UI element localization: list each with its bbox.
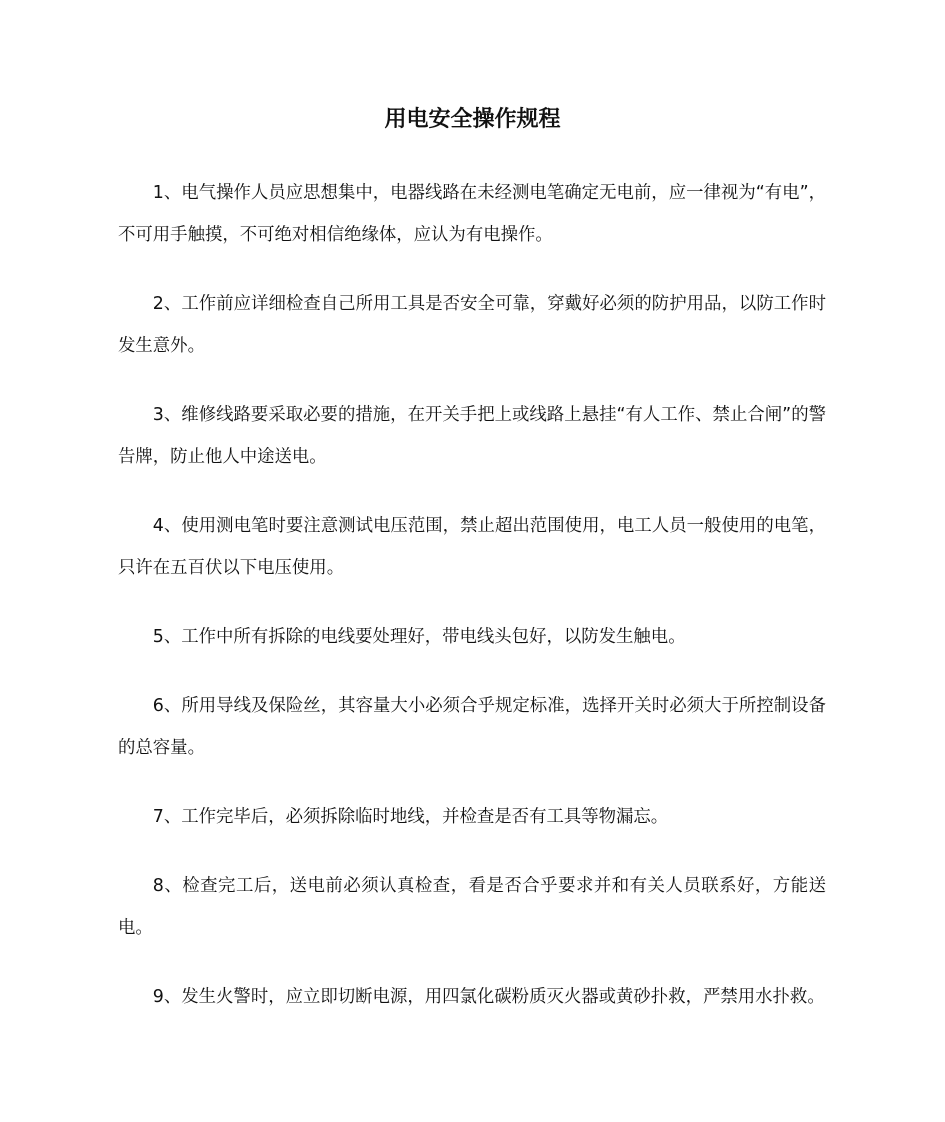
rule-paragraph-2: 2、工作前应详细检查自己所用工具是否安全可靠，穿戴好必须的防护用品，以防工作时发生意外。 [118, 294, 826, 356]
rule-paragraph-1: 1、电气操作人员应思想集中，电器线路在未经测电笔确定无电前，应一律视为“有电”，不可用手触摸，不可绝对相信绝缘体，应认为有电操作。 [118, 183, 826, 245]
rule-paragraph-5: 5、工作中所有拆除的电线要处理好，带电线头包好，以防发生触电。 [152, 627, 686, 647]
document-body [118, 172, 826, 1045]
document-title: 用电安全操作规程 [384, 107, 561, 132]
rule-paragraph-6: 6、所用导线及保险丝，其容量大小必须合乎规定标准，选择开关时必须大于所控制设备的总容量。 [118, 696, 826, 758]
rule-paragraph-4: 4、使用测电笔时要注意测试电压范围，禁止超出范围使用，电工人员一般使用的电笔，只许在五百伏以下电压使用。 [118, 516, 826, 578]
rule-paragraph-7: 7、工作完毕后，必须拆除临时地线，并检查是否有工具等物漏忘。 [152, 807, 669, 827]
rule-paragraph-9: 9、发生火警时，应立即切断电源，用四氯化碳粉质灭火器或黄砂扑救，严禁用水扑救。 [152, 987, 825, 1007]
rule-paragraph-8: 8、检查完工后，送电前必须认真检查，看是否合乎要求并和有关人员联系好，方能送电。 [118, 876, 826, 938]
rule-paragraph-3: 3、维修线路要采取必要的措施，在开关手把上或线路上悬挂“有人工作、禁止合闸”的警告牌，防止他人中途送电。 [118, 405, 826, 467]
